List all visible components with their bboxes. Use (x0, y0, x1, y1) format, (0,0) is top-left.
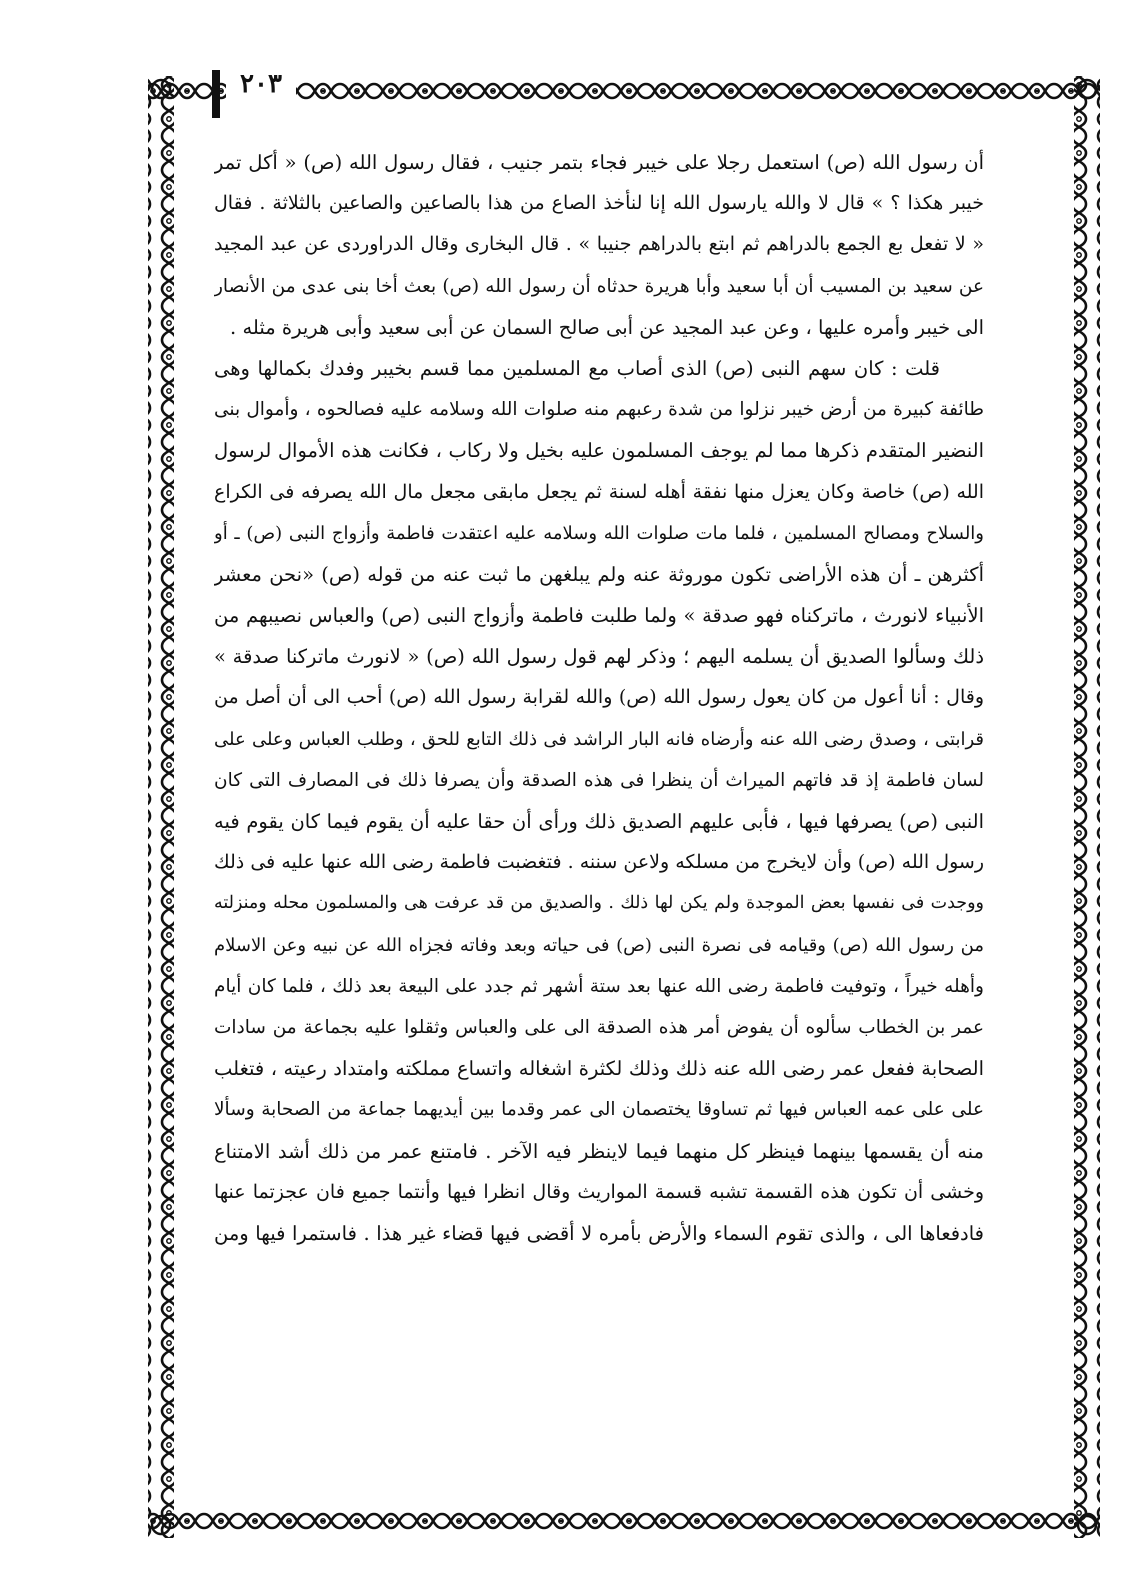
text-line: ووجدت فى نفسها بعض الموجدة ولم يكن لها ذلك . والصديق من قد عرفت هى والمسلمون محله ومنزلته (214, 893, 984, 914)
text-line: وأهله خيراً ، وتوفيت فاطمة رضى الله عنها بعد ستة أشهر ثم جدد على البيعة بعد ذلك ، فلما كان أيام (214, 975, 984, 997)
body-text (214, 142, 984, 1502)
text-line: الأنبياء لانورث ، ماتركناه فهو صدقة » ولما طلبت فاطمة وأزواج النبى (ص) والعباس نصيبهم من (214, 604, 984, 628)
text-line: الله (ص) خاصة وكان يعزل منها نفقة أهله لسنة ثم يجعل مابقى مجعل مال الله يصرفه فى الكراع (214, 480, 984, 503)
text-line: فادفعاها الى ، والذى تقوم السماء والأرض بأمره لا أقضى فيها قضاء غير هذا . فاستمرا فيها ومن (214, 1221, 984, 1245)
text-line: النضير المتقدم ذكرها مما لم يوجف المسلمون عليه بخيل ولا ركاب ، فكانت هذه الأموال لرسول (214, 439, 984, 463)
text-line: والسلاح ومصالح المسلمين ، فلما مات صلوات الله وسلامه عليه اعتقدت فاطمة وأزواج النبى (ص) ـ أو (214, 522, 984, 544)
text-line: أن رسول الله (ص) استعمل رجلا على خيبر فجاء بتمر جنيب ، فقال رسول الله (ص) « أكل تمر (214, 151, 984, 174)
text-line: « لا تفعل بع الجمع بالدراهم ثم ابتع بالدراهم جنيبا » . قال البخارى وقال الدراوردى عن عبد المجيد (214, 233, 984, 256)
text-line: رسول الله (ص) وأن لايخرج من مسلكه ولاعن سننه . فتغضبت فاطمة رضى الله عنها عليه فى ذلك (214, 851, 984, 874)
text-line: عن سعيد بن المسيب أن أبا سعيد وأبا هريرة حدثاه أن رسول الله (ص) بعث أخا بنى عدى من الأنصار (214, 275, 984, 297)
text-line: من رسول الله (ص) وقيامه فى نصرة النبى (ص) فى حياته وبعد وفاته فجزاه الله عن نبيه وعن الاسلام (214, 934, 984, 956)
text-line: وقال : أنا أعول من كان يعول رسول الله (ص) والله لقرابة رسول الله (ص) أحب الى أن أصل من (214, 686, 984, 709)
text-line: النبى (ص) يصرفها فيها ، فأبى عليهم الصديق ذلك ورأى أن حقا عليه أن يقوم فيما كان يقوم فيه (214, 810, 984, 833)
text-line: قلت : كان سهم النبى (ص) الذى أصاب مع المسلمين مما قسم بخيبر وفدك بكمالها وهى (214, 356, 940, 380)
text-line: خيبر هكذا ؟ » قال لا والله يارسول الله إنا لنأخذ الصاع من هذا بالصاعين والصاعين بالثلاثة . فقال (214, 192, 984, 215)
text-line: أكثرهن ـ أن هذه الأراضى تكون موروثة عنه ولم يبلغهن ما ثبت عنه من قوله (ص) «نحن معشر (214, 562, 984, 586)
text-line: عمر بن الخطاب سألوه أن يفوض أمر هذه الصدقة الى على والعباس وثقلوا عليه بجماعة من سادات (214, 1016, 984, 1038)
text-line: طائفة كبيرة من أرض خيبر نزلوا من شدة رعبهم منه صلوات الله وسلامه عليه فصالحوه ، وأموال بنى (214, 399, 984, 421)
text-line: وخشى أن تكون هذه القسمة تشبه قسمة المواريث وقال انظرا فيها وأنتما جميع فان عجزتما عنها (214, 1180, 984, 1203)
text-line: قرابتى ، وصدق رضى الله عنه وأرضاه فانه البار الراشد فى ذلك التابع للحق ، وطلب العباس وعلى على (214, 728, 984, 750)
page-number: ٢٠٣ (226, 66, 296, 102)
text-line: الصحابة ففعل عمر رضى الله عنه ذلك وذلك لكثرة اشغاله واتساع مملكته وامتداد رعيته ، فتغلب (214, 1057, 984, 1081)
text-line: منه أن يقسمها بينهما فينظر كل منهما فيما لاينظر فيه الآخر . فامتنع عمر من ذلك أشد الامتناع (214, 1139, 984, 1163)
text-line: لسان فاطمة إذ قد فاتهم الميراث أن ينظرا فى هذه الصدقة وأن يصرفا ذلك فى المصارف التى كان (214, 769, 984, 791)
text-line: ذلك وسألوا الصديق أن يسلمه اليهم ؛ وذكر لهم قول رسول الله (ص) « لانورث ماتركنا صدقة » (214, 645, 984, 669)
text-line: الى خيبر وأمره عليها ، وعن عبد المجيد عن أبى صالح السمان عن أبى سعيد وأبى هريرة مثله . (230, 315, 984, 339)
text-line: على على عمه العباس فيها ثم تساوقا يختصمان الى عمر وقدما بين أيديهما جماعة من الصحابة وسألا (214, 1099, 984, 1121)
